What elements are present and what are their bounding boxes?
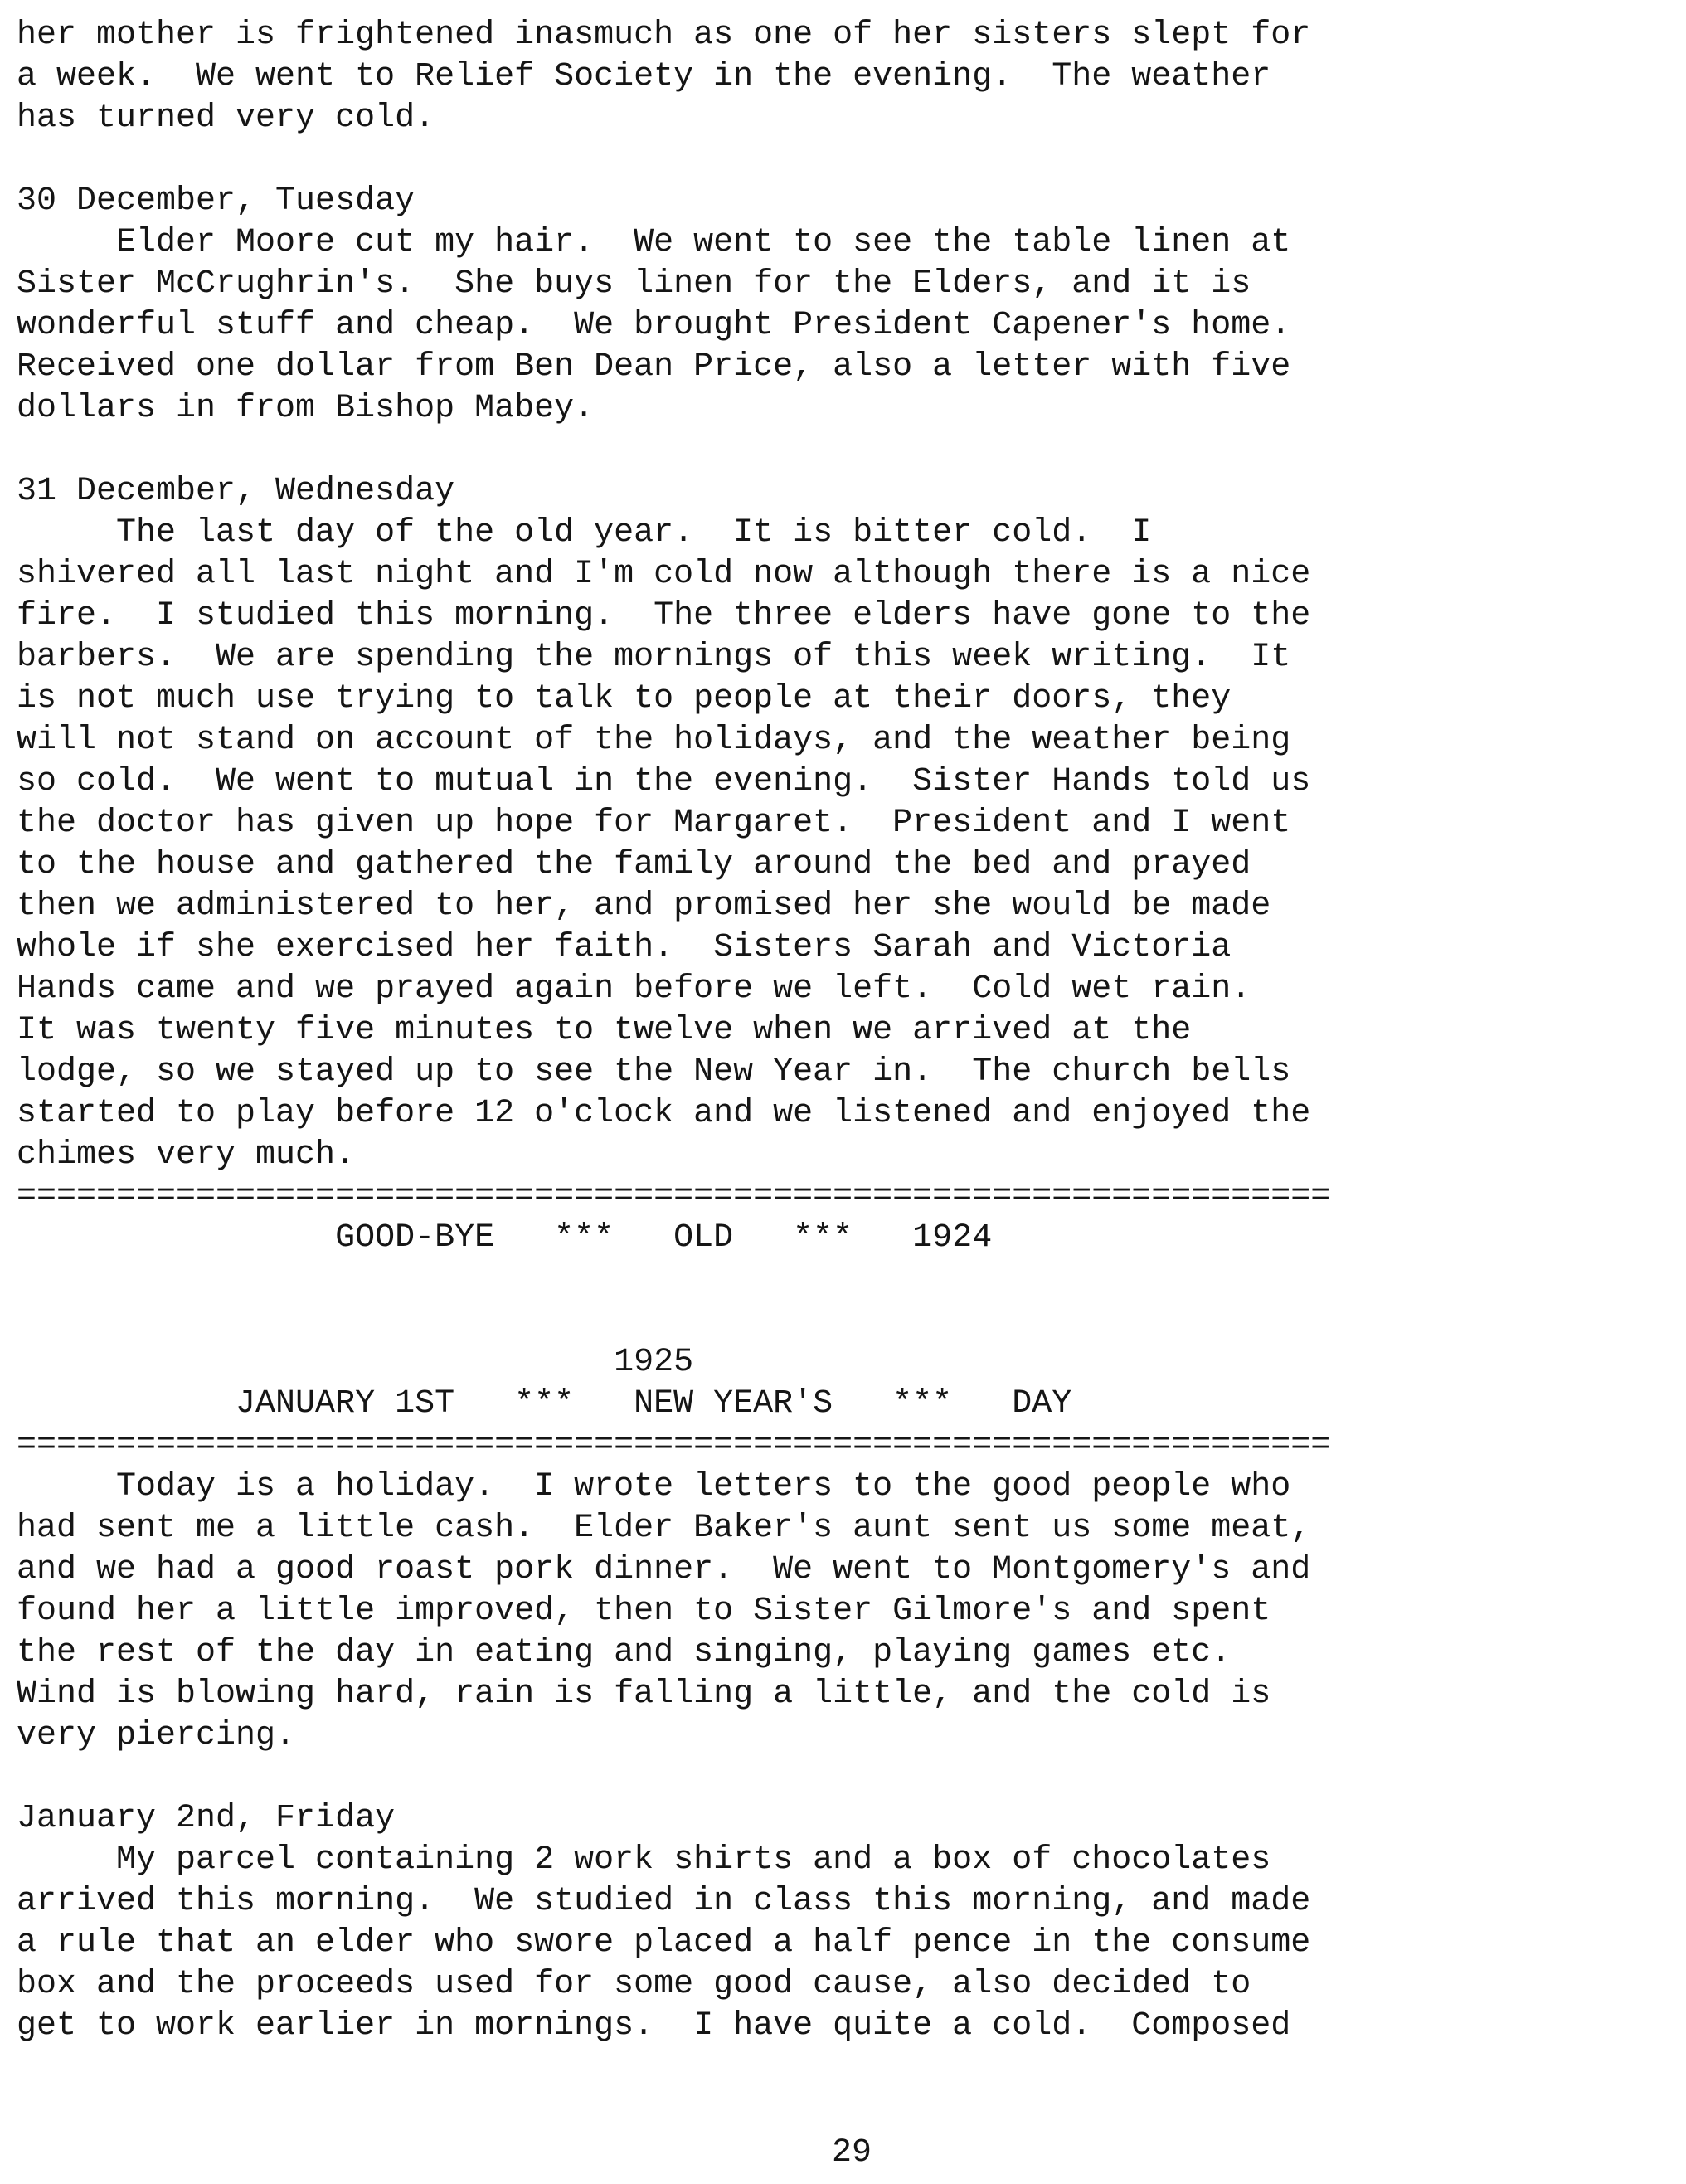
text-line: will not stand on account of the holidays, and the weather being xyxy=(17,722,1291,759)
text-line: to the house and gathered the family around the bed and prayed xyxy=(17,846,1251,883)
text-line: It was twenty five minutes to twelve when we arrived at the xyxy=(17,1012,1192,1049)
separator-rule: ================================================================== xyxy=(17,1178,1331,1215)
text-line: and we had a good roast pork dinner. We went to Montgomery's and xyxy=(17,1551,1311,1588)
text-line: is not much use trying to talk to people at their doors, they xyxy=(17,680,1232,717)
text-line: a rule that an elder who swore placed a half pence in the consume xyxy=(17,1924,1311,1962)
text-line: the doctor has given up hope for Margaret. President and I went xyxy=(17,805,1291,842)
text-line: chimes very much. xyxy=(17,1136,356,1174)
text-line: box and the proceeds used for some good cause, also decided to xyxy=(17,1966,1251,2003)
text-line: get to work earlier in mornings. I have quite a cold. Composed xyxy=(17,2007,1291,2045)
text-line: has turned very cold. xyxy=(17,100,435,137)
text-line: Sister McCrughrin's. She buys linen for the Elders, and it is xyxy=(17,265,1251,303)
page-number: 29 xyxy=(832,2134,872,2172)
text-line: arrived this morning. We studied in class this morning, and made xyxy=(17,1883,1311,1920)
text-line: wonderful stuff and cheap. We brought President Capener's home. xyxy=(17,307,1291,344)
text-line: Received one dollar from Ben Dean Price, also a letter with five xyxy=(17,348,1291,386)
text-line: her mother is frightened inasmuch as one of her sisters slept for xyxy=(17,17,1311,54)
text-line: had sent me a little cash. Elder Baker's aunt sent us some meat, xyxy=(17,1510,1311,1547)
goodbye-banner: GOOD-BYE *** OLD *** 1924 xyxy=(17,1219,993,1257)
text-line: whole if she exercised her faith. Sisters Sarah and Victoria xyxy=(17,929,1232,966)
text-line: lodge, so we stayed up to see the New Year in. The church bells xyxy=(17,1053,1291,1091)
text-line: Elder Moore cut my hair. We went to see the table linen at xyxy=(17,224,1291,261)
entry-date-heading: 30 December, Tuesday xyxy=(17,182,415,220)
text-line: Hands came and we prayed again before we left. Cold wet rain. xyxy=(17,970,1251,1008)
text-line: so cold. We went to mutual in the evening. Sister Hands told us xyxy=(17,763,1311,800)
text-line: The last day of the old year. It is bitter cold. I xyxy=(17,514,1152,552)
text-line: fire. I studied this morning. The three elders have gone to the xyxy=(17,597,1311,635)
separator-rule: ================================================================== xyxy=(17,1427,1331,1464)
text-line: a week. We went to Relief Society in the evening. The weather xyxy=(17,58,1271,95)
year-heading: 1925 xyxy=(17,1344,694,1381)
text-line: started to play before 12 o'clock and we listened and enjoyed the xyxy=(17,1095,1311,1132)
text-line: found her a little improved, then to Sister Gilmore's and spent xyxy=(17,1593,1271,1630)
text-line: the rest of the day in eating and singing, playing games etc. xyxy=(17,1634,1232,1671)
entry-date-heading: January 2nd, Friday xyxy=(17,1800,396,1837)
text-line: very piercing. xyxy=(17,1717,296,1754)
text-line: Today is a holiday. I wrote letters to the good people who xyxy=(17,1468,1291,1505)
text-line: Wind is blowing hard, rain is falling a little, and the cold is xyxy=(17,1676,1271,1713)
text-line: barbers. We are spending the mornings of this week writing. It xyxy=(17,639,1291,676)
text-line: then we administered to her, and promised her she would be made xyxy=(17,888,1271,925)
new-year-banner: JANUARY 1ST *** NEW YEAR'S *** DAY xyxy=(17,1385,1072,1423)
text-line: dollars in from Bishop Mabey. xyxy=(17,390,595,427)
text-line: My parcel containing 2 work shirts and a box of chocolates xyxy=(17,1841,1271,1879)
text-line: shivered all last night and I'm cold now although there is a nice xyxy=(17,556,1311,593)
entry-date-heading: 31 December, Wednesday xyxy=(17,473,455,510)
